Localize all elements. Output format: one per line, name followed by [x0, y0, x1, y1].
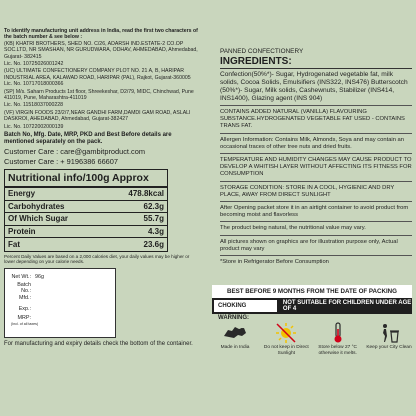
nutrition-title: Nutritional info/100g Approx: [5, 170, 167, 188]
choking-warning: [212, 298, 412, 321]
choking-label: CHOKING WARNING:: [214, 300, 277, 312]
no-sunlight: [263, 322, 309, 366]
net-weight-box: [4, 268, 116, 338]
mfd-label: Mfd.:: [19, 295, 31, 302]
thermometer-icon: [325, 322, 351, 344]
made-in-india-label: Made in India: [220, 345, 250, 350]
nutrient-value: 478.8kcal: [128, 189, 164, 199]
net-weight-label: Net Wt.:: [11, 274, 31, 281]
bin-icon: [376, 322, 402, 344]
mfg-note: For manufacturing and expiry details check the bottom of the container.: [4, 340, 193, 347]
divider: [220, 255, 412, 256]
customer-care-email[interactable]: Customer Care : care@gambitproduct.com: [4, 147, 145, 157]
nutrient-value: 23.6g: [143, 239, 164, 249]
allergen-text: Allergen Information: Contains Milk, Almonds, Soya and may contain an occasional traces of other tree nuts and dried fruits.: [220, 136, 404, 150]
nutrient-name: Carbohydrates: [8, 201, 65, 211]
nutrition-row: [5, 213, 167, 226]
divider: [220, 153, 412, 154]
refrigerator-text: *Store in Refrigerator Before Consumption: [220, 259, 329, 266]
exp-label: Exp.:: [18, 305, 31, 312]
nutrient-value: 62.3g: [143, 201, 164, 211]
store-below: [315, 322, 361, 366]
divider: [220, 221, 412, 222]
nutrient-name: Protein: [8, 226, 36, 236]
divider: [220, 105, 412, 106]
manufacturer-line: Lic. No. 11518037000228: [4, 102, 64, 109]
mfd-row: [11, 293, 109, 304]
manufacturer-line: (KB) KHATRI BROTHERS, SHED NO. C/26, ADARSH IND.ESTATE-2 CO.OP SOC.LTD, NR SMASHAN, NR GURUDWARA, ODHAV, AHMEDABAD, Ahmedabad, Gujarat- 382415: [4, 40, 198, 60]
nutrition-row: [5, 226, 167, 239]
nutrition-table: [4, 169, 168, 252]
flavouring-text: CONTAINS ADDED NATURAL (VANILLA) FLAVOURING SUBSTANCE.HYDROGENATED VEGETABLE FAT USED - CONTAINS TRANS FAT.: [220, 109, 405, 130]
manufacturer-line: Lic. No. 10725026001242: [4, 61, 64, 68]
divider: [220, 181, 412, 182]
product-type: PANNED CONFECTIONERY: [220, 48, 304, 55]
exp-row: [11, 303, 109, 314]
daily-values-note: Percent Daily Values are based on a 2,000 calories diet, your daily values may be higher or lower depending on your calorie needs.: [4, 253, 190, 265]
nutrient-name: Fat: [8, 239, 20, 249]
storage-text: STORAGE CONDITION: STORE IN A COOL, HYGIENIC AND DRY PLACE, AWAY FROM DIRECT SUNLIGHT: [220, 184, 395, 198]
ingredients-title: INGREDIENTS:: [220, 56, 412, 69]
sun-icon: [273, 322, 299, 344]
after-opening-text: After Opening packet store it in an airtight container to avoid product from becoming moist and flavorless: [220, 205, 409, 219]
batch-label: Batch No.:: [17, 281, 31, 294]
mrp-label: MRP:: [17, 314, 31, 321]
net-weight-value: 96g: [35, 274, 44, 281]
nutrient-name: Energy: [8, 189, 36, 199]
manufacturer-line: (UC) ULTIMATE CONFECTIONERY COMPANY PLOT NO. 21 A, B, HARIPAR INDUSTRIAL AREA, KALAWAD ROAD, HARIPAR (PAL), Rajkot, Gujarat-360005 Lic. No. 10717018000366: [4, 68, 191, 88]
tax-note: (Incl. of all taxes): [11, 321, 39, 326]
manufacturer-intro: To identify manufacturing unit address in India, read the first two characters of the batch number & see below :: [4, 28, 198, 41]
nutritive-text: The product being natural, the nutritional value may vary.: [220, 225, 366, 232]
nutrient-value: 55.7g: [143, 214, 164, 224]
info-icons: [212, 322, 412, 366]
divider: [220, 235, 412, 236]
best-before-banner: BEST BEFORE 9 MONTHS FROM THE DATE OF PACKING: [212, 285, 412, 298]
left-column: [4, 28, 200, 348]
manufacturer-line: (SP) M/s. Saharn Products 1st floor, Shreekeshar, D2/79, MIDC, Chinchwad, Pune 411019, Pune, Maharashtra-411019: [4, 88, 194, 102]
choking-message: NOT SUITABLE FOR CHILDREN UNDER AGE OF 4: [282, 300, 412, 312]
nutrition-row: [5, 188, 167, 201]
customer-care-phone[interactable]: Customer Care : + 9196386 66607: [4, 157, 119, 167]
right-column: [220, 48, 412, 266]
batch-row: [11, 282, 109, 293]
nutrient-name: Of Which Sugar: [8, 214, 68, 224]
pictures-text: All pictures shown on graphics are for illustration purpose only, Actual product may vary: [220, 238, 398, 252]
mrp-row: [11, 314, 109, 322]
nutrition-row: [5, 201, 167, 214]
batch-note: Batch No, Mfg. Date, MRP, PKD and Best Before details are mentioned separately on the pack.: [4, 132, 172, 146]
made-in-india: [212, 322, 258, 366]
temperature-text: TEMPERATURE AND HUMIDITY CHANGES MAY CAUSE PRODUCT TO DEVELOP A WHITISH LAYER WITHOUT AFFECTING ITS FITNESS FOR CONSUMPTION: [220, 157, 412, 178]
nutrient-value: 4.3g: [147, 226, 164, 236]
nutrition-row: [5, 238, 167, 251]
city-clean-label: Keep your City Clean: [366, 345, 412, 350]
no-sunlight-label: Do not keep in Direct Sunlight: [263, 345, 309, 356]
divider: [220, 201, 412, 202]
divider: [220, 133, 412, 134]
city-clean: [366, 322, 412, 366]
ingredients-text: Confection(50%*)- Sugar, Hydrogenated vegetable fat, milk solids, Cocoa Solids, Emulsifiers (INS322, INS476) Butterscotch (50%*)- Sugar, Milk solids, Cashewnuts, Stabilizer (INS414, INS1400), Glazing agent (INS 904): [220, 71, 408, 102]
made-in-india-lion-icon: [222, 322, 248, 344]
manufacturer-line: Lic. No. 10722002000139: [4, 123, 64, 130]
manufacturer-line: (VF) VIRGIN FOODS 23/2/7,NEAR GANDHI FARM,DAMDI GAM ROAD, ASLALI DASKROI, AHEDABAD, Ahmedabad, Gujarat-382427: [4, 109, 191, 123]
store-below-label: Store below 27 °C otherwise it melts.: [318, 345, 358, 356]
